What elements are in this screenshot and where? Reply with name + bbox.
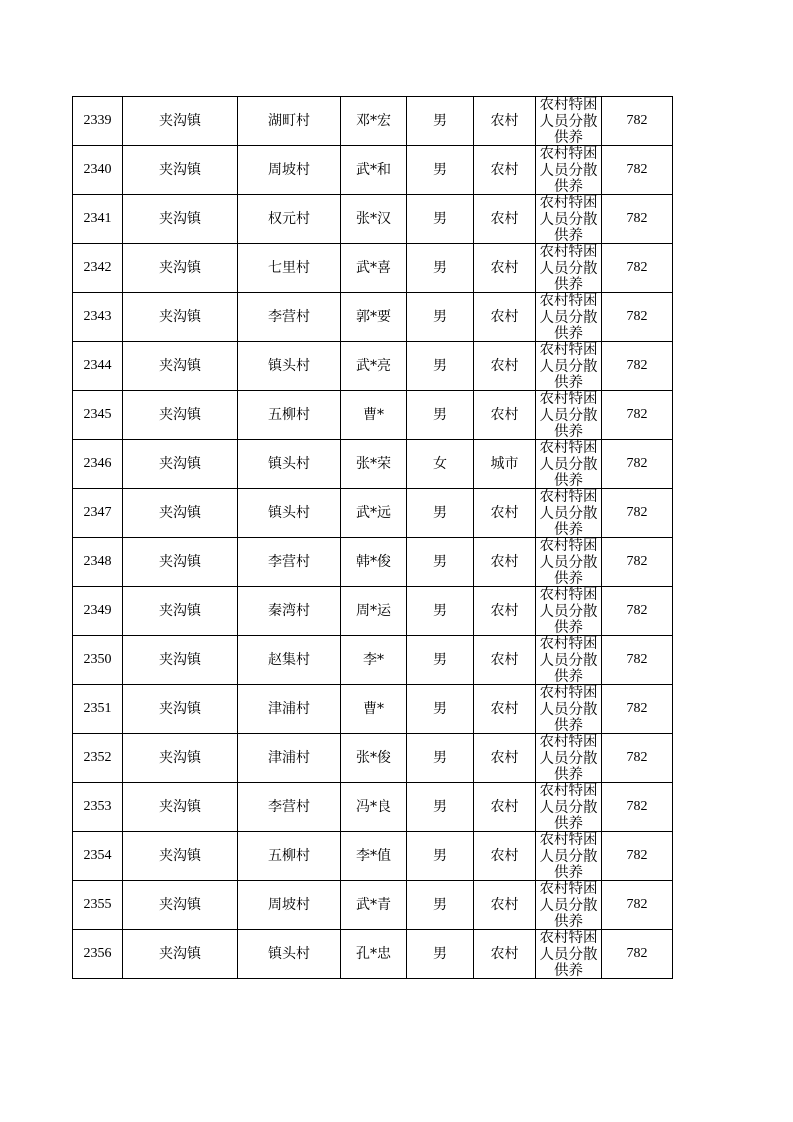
village-cell: 五柳村 (238, 832, 341, 881)
amount-cell: 782 (602, 734, 673, 783)
amount-cell: 782 (602, 783, 673, 832)
amount-cell: 782 (602, 244, 673, 293)
person-name-cell: 武*亮 (341, 342, 407, 391)
person-name-cell: 张*汉 (341, 195, 407, 244)
town-cell: 夹沟镇 (123, 783, 238, 832)
area-type-cell: 农村 (474, 832, 536, 881)
person-name-cell: 曹* (341, 685, 407, 734)
table-row (73, 244, 673, 293)
support-type-text: 农村特困人员分散供养 (539, 587, 598, 635)
person-name-cell: 武*喜 (341, 244, 407, 293)
person-name-cell: 武*远 (341, 489, 407, 538)
town-cell: 夹沟镇 (123, 342, 238, 391)
amount-cell: 782 (602, 293, 673, 342)
area-type-cell: 农村 (474, 391, 536, 440)
town-cell: 夹沟镇 (123, 146, 238, 195)
record-number: 2341 (73, 195, 123, 244)
table-row (73, 685, 673, 734)
support-type-text: 农村特困人员分散供养 (539, 342, 598, 390)
gender-cell: 男 (407, 293, 474, 342)
village-cell: 津浦村 (238, 734, 341, 783)
village-cell: 秦湾村 (238, 587, 341, 636)
amount-cell: 782 (602, 391, 673, 440)
support-type-cell (536, 97, 602, 146)
support-type-text: 农村特困人员分散供养 (539, 783, 598, 831)
area-type-cell: 农村 (474, 636, 536, 685)
village-cell: 镇头村 (238, 489, 341, 538)
gender-cell: 男 (407, 685, 474, 734)
support-type-text: 农村特困人员分散供养 (539, 734, 598, 782)
support-type-text: 农村特困人员分散供养 (539, 97, 598, 145)
support-type-text: 农村特困人员分散供养 (539, 489, 598, 537)
support-type-text: 农村特困人员分散供养 (539, 881, 598, 929)
table-row (73, 930, 673, 979)
area-type-cell: 农村 (474, 734, 536, 783)
support-type-cell (536, 734, 602, 783)
gender-cell: 男 (407, 146, 474, 195)
amount-cell: 782 (602, 146, 673, 195)
gender-cell: 男 (407, 244, 474, 293)
village-cell: 七里村 (238, 244, 341, 293)
amount-cell: 782 (602, 685, 673, 734)
table-row (73, 587, 673, 636)
town-cell: 夹沟镇 (123, 832, 238, 881)
record-number: 2351 (73, 685, 123, 734)
town-cell: 夹沟镇 (123, 195, 238, 244)
support-type-cell (536, 293, 602, 342)
gender-cell: 男 (407, 587, 474, 636)
gender-cell: 男 (407, 832, 474, 881)
support-type-cell (536, 832, 602, 881)
support-type-cell (536, 636, 602, 685)
table-row (73, 783, 673, 832)
town-cell: 夹沟镇 (123, 881, 238, 930)
person-name-cell: 张*荣 (341, 440, 407, 489)
village-cell: 李营村 (238, 538, 341, 587)
support-type-text: 农村特困人员分散供养 (539, 440, 598, 488)
amount-cell: 782 (602, 930, 673, 979)
village-cell: 津浦村 (238, 685, 341, 734)
table-row (73, 832, 673, 881)
amount-cell: 782 (602, 97, 673, 146)
amount-cell: 782 (602, 832, 673, 881)
gender-cell: 男 (407, 391, 474, 440)
table-row (73, 293, 673, 342)
person-name-cell: 韩*俊 (341, 538, 407, 587)
person-name-cell: 李*值 (341, 832, 407, 881)
village-cell: 五柳村 (238, 391, 341, 440)
town-cell: 夹沟镇 (123, 587, 238, 636)
amount-cell: 782 (602, 195, 673, 244)
area-type-cell: 农村 (474, 244, 536, 293)
village-cell: 镇头村 (238, 440, 341, 489)
support-type-text: 农村特困人员分散供养 (539, 146, 598, 194)
area-type-cell: 农村 (474, 146, 536, 195)
area-type-cell: 农村 (474, 881, 536, 930)
area-type-cell: 农村 (474, 293, 536, 342)
record-number: 2352 (73, 734, 123, 783)
support-type-cell (536, 440, 602, 489)
record-number: 2356 (73, 930, 123, 979)
gender-cell: 男 (407, 195, 474, 244)
person-name-cell: 曹* (341, 391, 407, 440)
support-type-text: 农村特困人员分散供养 (539, 930, 598, 978)
gender-cell: 男 (407, 97, 474, 146)
table-row (73, 195, 673, 244)
gender-cell: 女 (407, 440, 474, 489)
support-type-cell (536, 587, 602, 636)
area-type-cell: 农村 (474, 685, 536, 734)
record-number: 2344 (73, 342, 123, 391)
village-cell: 权元村 (238, 195, 341, 244)
support-type-cell (536, 538, 602, 587)
support-type-text: 农村特困人员分散供养 (539, 538, 598, 586)
records-table (72, 96, 673, 979)
support-type-cell (536, 391, 602, 440)
support-type-text: 农村特困人员分散供养 (539, 293, 598, 341)
area-type-cell: 农村 (474, 783, 536, 832)
gender-cell: 男 (407, 636, 474, 685)
person-name-cell: 邓*宏 (341, 97, 407, 146)
support-type-cell (536, 685, 602, 734)
amount-cell: 782 (602, 636, 673, 685)
person-name-cell: 武*和 (341, 146, 407, 195)
amount-cell: 782 (602, 881, 673, 930)
support-type-cell (536, 489, 602, 538)
village-cell: 李营村 (238, 783, 341, 832)
person-name-cell: 郭*要 (341, 293, 407, 342)
gender-cell: 男 (407, 734, 474, 783)
gender-cell: 男 (407, 342, 474, 391)
support-type-text: 农村特困人员分散供养 (539, 195, 598, 243)
record-number: 2355 (73, 881, 123, 930)
town-cell: 夹沟镇 (123, 440, 238, 489)
table-row (73, 391, 673, 440)
gender-cell: 男 (407, 930, 474, 979)
table-row (73, 440, 673, 489)
person-name-cell: 张*俊 (341, 734, 407, 783)
support-type-text: 农村特困人员分散供养 (539, 244, 598, 292)
record-number: 2354 (73, 832, 123, 881)
record-number: 2353 (73, 783, 123, 832)
record-number: 2348 (73, 538, 123, 587)
area-type-cell: 农村 (474, 930, 536, 979)
table-row (73, 636, 673, 685)
support-type-cell (536, 881, 602, 930)
area-type-cell: 农村 (474, 538, 536, 587)
person-name-cell: 冯*良 (341, 783, 407, 832)
village-cell: 湖町村 (238, 97, 341, 146)
record-number: 2343 (73, 293, 123, 342)
amount-cell: 782 (602, 342, 673, 391)
support-type-cell (536, 195, 602, 244)
amount-cell: 782 (602, 489, 673, 538)
table-row (73, 489, 673, 538)
town-cell: 夹沟镇 (123, 930, 238, 979)
record-number: 2346 (73, 440, 123, 489)
person-name-cell: 李* (341, 636, 407, 685)
area-type-cell: 农村 (474, 195, 536, 244)
record-number: 2347 (73, 489, 123, 538)
table-row (73, 97, 673, 146)
town-cell: 夹沟镇 (123, 489, 238, 538)
table-row (73, 734, 673, 783)
area-type-cell: 农村 (474, 587, 536, 636)
support-type-text: 农村特困人员分散供养 (539, 636, 598, 684)
town-cell: 夹沟镇 (123, 734, 238, 783)
town-cell: 夹沟镇 (123, 244, 238, 293)
record-number: 2340 (73, 146, 123, 195)
gender-cell: 男 (407, 489, 474, 538)
support-type-text: 农村特困人员分散供养 (539, 685, 598, 733)
village-cell: 李营村 (238, 293, 341, 342)
village-cell: 周坡村 (238, 146, 341, 195)
support-type-cell (536, 342, 602, 391)
table-row (73, 146, 673, 195)
amount-cell: 782 (602, 538, 673, 587)
support-type-cell (536, 930, 602, 979)
person-name-cell: 周*运 (341, 587, 407, 636)
gender-cell: 男 (407, 881, 474, 930)
area-type-cell: 农村 (474, 489, 536, 538)
record-number: 2342 (73, 244, 123, 293)
area-type-cell: 农村 (474, 97, 536, 146)
village-cell: 镇头村 (238, 930, 341, 979)
gender-cell: 男 (407, 538, 474, 587)
support-type-text: 农村特困人员分散供养 (539, 832, 598, 880)
amount-cell: 782 (602, 440, 673, 489)
village-cell: 镇头村 (238, 342, 341, 391)
town-cell: 夹沟镇 (123, 293, 238, 342)
support-type-cell (536, 244, 602, 293)
area-type-cell: 城市 (474, 440, 536, 489)
record-number: 2349 (73, 587, 123, 636)
village-cell: 周坡村 (238, 881, 341, 930)
town-cell: 夹沟镇 (123, 97, 238, 146)
table-row (73, 342, 673, 391)
town-cell: 夹沟镇 (123, 685, 238, 734)
support-type-cell (536, 146, 602, 195)
town-cell: 夹沟镇 (123, 391, 238, 440)
record-number: 2350 (73, 636, 123, 685)
support-type-text: 农村特困人员分散供养 (539, 391, 598, 439)
person-name-cell: 孔*忠 (341, 930, 407, 979)
area-type-cell: 农村 (474, 342, 536, 391)
table-row (73, 881, 673, 930)
town-cell: 夹沟镇 (123, 538, 238, 587)
town-cell: 夹沟镇 (123, 636, 238, 685)
amount-cell: 782 (602, 587, 673, 636)
village-cell: 赵集村 (238, 636, 341, 685)
gender-cell: 男 (407, 783, 474, 832)
record-number: 2339 (73, 97, 123, 146)
record-number: 2345 (73, 391, 123, 440)
person-name-cell: 武*青 (341, 881, 407, 930)
support-type-cell (536, 783, 602, 832)
table-row (73, 538, 673, 587)
